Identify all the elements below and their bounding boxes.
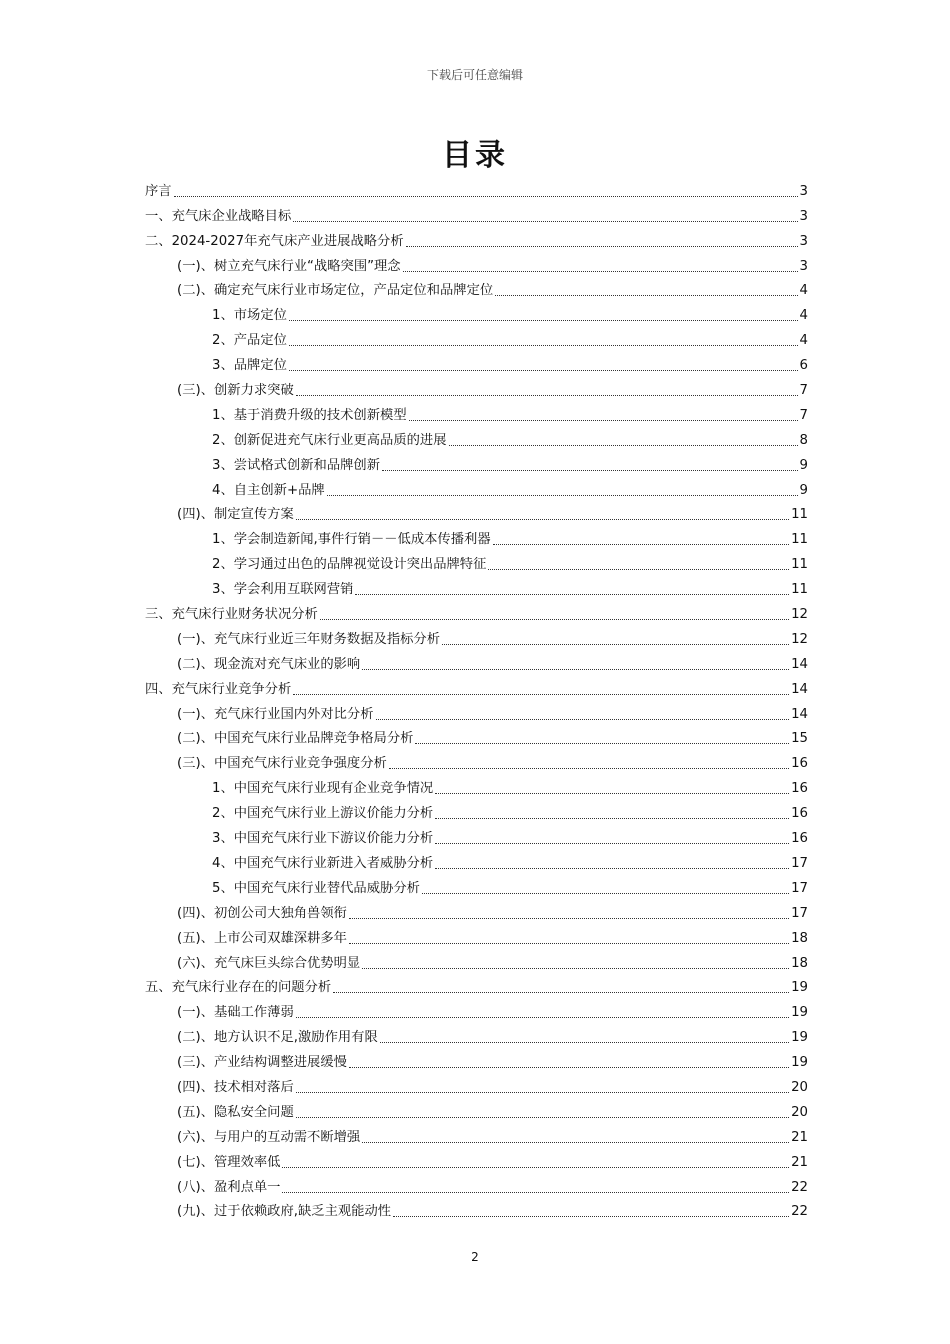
toc-entry-label: 1、学会制造新闻,事件行销－－低成本传播利器 — [212, 532, 491, 548]
toc-entry-label: (三)、产业结构调整进展缓慢 — [177, 1055, 347, 1071]
toc-dot-leader — [320, 618, 789, 620]
toc-entry[interactable] — [145, 574, 808, 599]
toc-entry-label: (二)、现金流对充气床业的影响 — [177, 656, 361, 672]
toc-entry[interactable] — [145, 699, 808, 724]
toc-dot-leader — [435, 867, 789, 869]
toc-dot-leader — [174, 195, 798, 197]
toc-entry-page: 21 — [791, 1129, 808, 1145]
toc-entry[interactable] — [145, 201, 808, 226]
toc-entry-page: 22 — [791, 1179, 808, 1195]
toc-dot-leader — [293, 693, 789, 695]
toc-entry-page: 18 — [791, 930, 808, 946]
toc-entry-label: (六)、充气床巨头综合优势明显 — [177, 955, 361, 971]
toc-entry-page: 3 — [799, 208, 808, 224]
toc-dot-leader — [296, 1016, 789, 1018]
toc-dot-leader — [435, 817, 789, 819]
toc-entry-page: 19 — [791, 1055, 808, 1071]
toc-entry-page: 4 — [799, 333, 808, 349]
toc-entry[interactable] — [145, 649, 808, 674]
toc-entry[interactable] — [145, 997, 808, 1022]
toc-entry[interactable] — [145, 400, 808, 425]
toc-entry-label: 1、中国充气床行业现有企业竞争情况 — [212, 781, 434, 797]
toc-entry-label: (二)、确定充气床行业市场定位，产品定位和品牌定位 — [177, 283, 494, 299]
toc-entry[interactable] — [145, 948, 808, 973]
toc-entry-label: (二)、中国充气床行业品牌竞争格局分析 — [177, 731, 414, 747]
toc-dot-leader — [296, 1116, 789, 1118]
toc-entry[interactable] — [145, 549, 808, 574]
toc-dot-leader — [296, 1091, 789, 1093]
toc-dot-leader — [493, 543, 789, 545]
toc-dot-leader — [289, 319, 798, 321]
toc-entry-page: 16 — [791, 831, 808, 847]
toc-entry-page: 3 — [799, 258, 808, 274]
toc-entry-page: 6 — [799, 358, 808, 374]
toc-entry[interactable] — [145, 848, 808, 873]
toc-entry-label: 2、创新促进充气床行业更高品质的进展 — [212, 432, 447, 448]
toc-entry-label: 4、中国充气床行业新进入者威胁分析 — [212, 855, 434, 871]
toc-entry[interactable] — [145, 325, 808, 350]
toc-entry[interactable] — [145, 226, 808, 251]
table-of-contents — [145, 176, 808, 1221]
toc-entry[interactable] — [145, 251, 808, 276]
toc-entry[interactable] — [145, 500, 808, 525]
toc-entry[interactable] — [145, 176, 808, 201]
toc-entry-label: (三)、中国充气床行业竞争强度分析 — [177, 756, 387, 772]
toc-entry-page: 16 — [791, 806, 808, 822]
toc-entry-page: 16 — [791, 781, 808, 797]
toc-entry-label: 四、充气床行业竞争分析 — [145, 681, 292, 697]
toc-entry[interactable] — [145, 923, 808, 948]
toc-entry-page: 9 — [799, 482, 808, 498]
toc-dot-leader — [422, 892, 789, 894]
toc-dot-leader — [289, 344, 798, 346]
toc-dot-leader — [362, 1141, 789, 1143]
toc-entry-label: (四)、初创公司大独角兽领衔 — [177, 905, 347, 921]
toc-entry[interactable] — [145, 674, 808, 699]
toc-dot-leader — [449, 444, 798, 446]
toc-entry-label: 1、市场定位 — [212, 308, 287, 324]
toc-entry-label: 3、品牌定位 — [212, 358, 287, 374]
toc-entry-page: 4 — [799, 308, 808, 324]
toc-entry-label: (六)、与用户的互动需不断增强 — [177, 1129, 361, 1145]
toc-entry-page: 9 — [799, 457, 808, 473]
toc-dot-leader — [333, 991, 789, 993]
toc-entry-label: 4、自主创新+品牌 — [212, 482, 325, 498]
toc-entry-label: (九)、过于依赖政府,缺乏主观能动性 — [177, 1204, 392, 1220]
toc-dot-leader — [282, 1166, 789, 1168]
toc-entry-page: 17 — [791, 855, 808, 871]
toc-dot-leader — [435, 792, 789, 794]
toc-dot-leader — [289, 369, 798, 371]
toc-entry-label: 3、尝试格式创新和品牌创新 — [212, 457, 381, 473]
toc-dot-leader — [403, 270, 798, 272]
toc-entry-page: 12 — [791, 631, 808, 647]
toc-entry-page: 19 — [791, 980, 808, 996]
toc-entry-label: 五、充气床行业存在的问题分析 — [145, 980, 332, 996]
toc-entry[interactable] — [145, 798, 808, 823]
toc-entry[interactable] — [145, 300, 808, 325]
toc-entry[interactable] — [145, 1047, 808, 1072]
toc-entry[interactable] — [145, 1197, 808, 1222]
toc-entry-label: (一)、基础工作薄弱 — [177, 1005, 294, 1021]
toc-entry-label: (五)、上市公司双雄深耕多年 — [177, 930, 347, 946]
toc-entry-page: 14 — [791, 681, 808, 697]
toc-entry-page: 4 — [799, 283, 808, 299]
toc-entry[interactable] — [145, 1147, 808, 1172]
toc-entry-page: 11 — [791, 557, 808, 573]
toc-dot-leader — [355, 593, 789, 595]
toc-entry-page: 17 — [791, 880, 808, 896]
toc-dot-leader — [495, 294, 797, 296]
toc-entry-page: 14 — [791, 656, 808, 672]
toc-dot-leader — [393, 1215, 789, 1217]
toc-entry-page: 11 — [791, 507, 808, 523]
toc-dot-leader — [382, 469, 798, 471]
toc-entry[interactable] — [145, 276, 808, 301]
toc-entry-page: 7 — [799, 383, 808, 399]
toc-entry[interactable] — [145, 624, 808, 649]
page-title: 目录 — [442, 138, 508, 173]
toc-entry-label: (三)、创新力求突破 — [177, 383, 294, 399]
toc-entry-label: (四)、技术相对落后 — [177, 1079, 294, 1095]
header-note: 下载后可任意编辑 — [426, 68, 523, 82]
toc-dot-leader — [435, 842, 789, 844]
toc-entry-label: 三、充气床行业财务状况分析 — [145, 607, 318, 623]
toc-entry-page: 11 — [791, 582, 808, 598]
toc-dot-leader — [362, 668, 789, 670]
toc-entry[interactable] — [145, 475, 808, 500]
toc-dot-leader — [442, 643, 789, 645]
toc-entry[interactable] — [145, 350, 808, 375]
toc-entry-page: 18 — [791, 955, 808, 971]
toc-entry-label: 二、2024-2027年充气床产业进展战略分析 — [145, 233, 404, 249]
toc-entry[interactable] — [145, 748, 808, 773]
toc-dot-leader — [376, 718, 790, 720]
toc-entry-label: 一、充气床企业战略目标 — [145, 208, 292, 224]
toc-entry-page: 21 — [791, 1154, 808, 1170]
toc-entry-page: 7 — [799, 407, 808, 423]
toc-dot-leader — [293, 220, 797, 222]
toc-dot-leader — [327, 494, 798, 496]
toc-entry-page: 11 — [791, 532, 808, 548]
page-number: 2 — [471, 1250, 479, 1264]
toc-entry-label: 1、基于消费升级的技术创新模型 — [212, 407, 407, 423]
toc-dot-leader — [406, 245, 798, 247]
toc-entry-page: 3 — [799, 183, 808, 199]
toc-entry-label: 3、学会利用互联网营销 — [212, 582, 354, 598]
toc-entry[interactable] — [145, 1072, 808, 1097]
toc-dot-leader — [282, 1191, 789, 1193]
toc-entry-label: 2、学习通过出色的品牌视觉设计突出品牌特征 — [212, 557, 487, 573]
toc-entry-page: 8 — [799, 432, 808, 448]
toc-entry-page: 12 — [791, 607, 808, 623]
toc-entry-page: 14 — [791, 706, 808, 722]
toc-entry[interactable] — [145, 425, 808, 450]
toc-dot-leader — [349, 917, 789, 919]
toc-entry-label: (一)、充气床行业近三年财务数据及指标分析 — [177, 631, 441, 647]
toc-entry[interactable] — [145, 773, 808, 798]
toc-entry-page: 22 — [791, 1204, 808, 1220]
toc-entry-label: (八)、盈利点单一 — [177, 1179, 281, 1195]
toc-entry-label: (五)、隐私安全问题 — [177, 1104, 294, 1120]
toc-entry[interactable] — [145, 599, 808, 624]
toc-entry[interactable] — [145, 1022, 808, 1047]
toc-dot-leader — [409, 419, 798, 421]
toc-dot-leader — [488, 568, 789, 570]
toc-dot-leader — [380, 1041, 789, 1043]
toc-entry-page: 20 — [791, 1079, 808, 1095]
toc-entry-page: 17 — [791, 905, 808, 921]
toc-entry-page: 19 — [791, 1005, 808, 1021]
toc-entry-label: 3、中国充气床行业下游议价能力分析 — [212, 831, 434, 847]
toc-dot-leader — [349, 942, 789, 944]
toc-entry-page: 15 — [791, 731, 808, 747]
toc-dot-leader — [296, 394, 798, 396]
toc-entry[interactable] — [145, 973, 808, 998]
toc-entry-label: 5、中国充气床行业替代品威胁分析 — [212, 880, 420, 896]
toc-entry-label: (四)、制定宣传方案 — [177, 507, 294, 523]
toc-entry[interactable] — [145, 1172, 808, 1197]
toc-dot-leader — [389, 767, 789, 769]
toc-dot-leader — [415, 742, 789, 744]
toc-dot-leader — [296, 518, 789, 520]
toc-entry[interactable] — [145, 375, 808, 400]
toc-entry[interactable] — [145, 1122, 808, 1147]
toc-entry-label: (一)、树立充气床行业“战略突围”理念 — [177, 258, 401, 274]
toc-dot-leader — [362, 967, 789, 969]
toc-entry-label: (二)、地方认识不足,激励作用有限 — [177, 1030, 378, 1046]
toc-entry-page: 19 — [791, 1030, 808, 1046]
toc-entry-label: 序言 — [145, 183, 172, 199]
toc-entry[interactable] — [145, 898, 808, 923]
toc-entry[interactable] — [145, 724, 808, 749]
toc-entry-label: (七)、管理效率低 — [177, 1154, 281, 1170]
toc-entry-page: 16 — [791, 756, 808, 772]
toc-entry-page: 3 — [799, 233, 808, 249]
toc-entry[interactable] — [145, 450, 808, 475]
toc-entry[interactable] — [145, 1097, 808, 1122]
toc-entry[interactable] — [145, 524, 808, 549]
toc-entry-label: 2、产品定位 — [212, 333, 287, 349]
toc-entry-label: 2、中国充气床行业上游议价能力分析 — [212, 806, 434, 822]
toc-dot-leader — [349, 1066, 789, 1068]
toc-entry-label: (一)、充气床行业国内外对比分析 — [177, 706, 374, 722]
toc-entry[interactable] — [145, 873, 808, 898]
toc-entry-page: 20 — [791, 1104, 808, 1120]
toc-entry[interactable] — [145, 823, 808, 848]
